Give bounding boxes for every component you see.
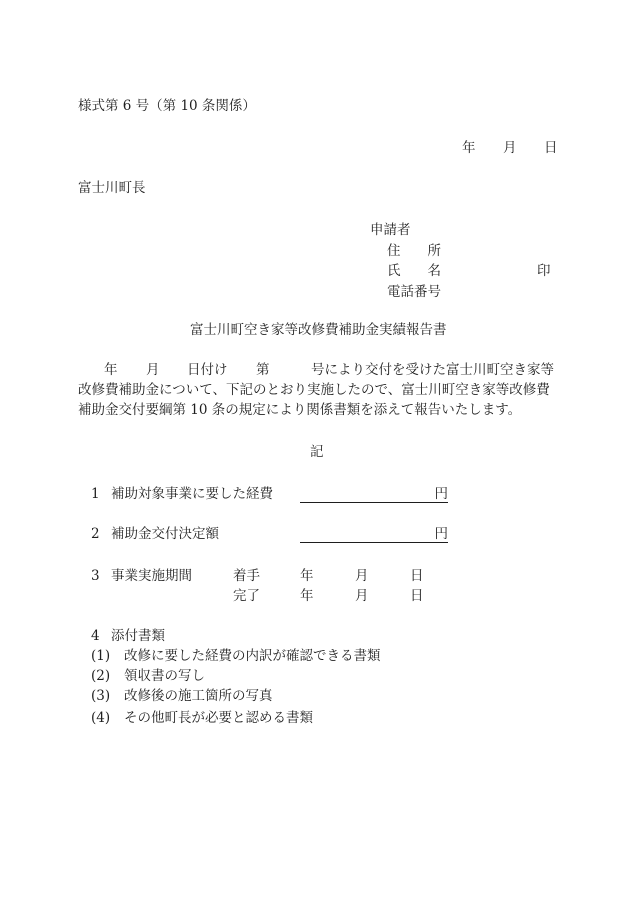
applicant-heading: 申請者 xyxy=(370,222,411,238)
expense-amount-field xyxy=(300,486,448,503)
attachment-number: (4) xyxy=(91,710,111,726)
applicant-address-label: 住 所 xyxy=(387,243,441,259)
form-label: 様式第 6 号（第 10 条関係） xyxy=(78,98,256,114)
attachment-text: 領収書の写し xyxy=(124,668,205,684)
item-number: 2 xyxy=(91,526,100,542)
body-month-label: 月 xyxy=(146,362,160,378)
attachment-text: 改修に要した経費の内訳が確認できる書類 xyxy=(124,648,381,664)
period-start-month: 月 xyxy=(355,568,369,584)
item-number: 1 xyxy=(91,486,100,502)
body-line-1-text: 号により交付を受けた富士川町空き家等 xyxy=(311,362,554,378)
document-title: 富士川町空き家等改修費補助金実績報告書 xyxy=(190,322,447,338)
period-end-month: 月 xyxy=(355,588,369,604)
item-label: 添付書類 xyxy=(111,628,165,644)
attachment-number: (1) xyxy=(91,648,111,664)
body-day-label: 日付け xyxy=(187,362,228,378)
body-number-prefix: 第 xyxy=(256,362,270,378)
attachment-number: (2) xyxy=(91,668,111,684)
attachment-text: その他町長が必要と認める書類 xyxy=(124,710,313,726)
item-label: 事業実施期間 xyxy=(111,568,192,584)
applicant-name-label: 氏 名 xyxy=(387,263,441,279)
ki-heading: 記 xyxy=(310,444,324,460)
period-start-label: 着手 xyxy=(233,568,260,584)
attachment-text: 改修後の施工箇所の写真 xyxy=(124,688,273,704)
item-number: 3 xyxy=(91,568,100,584)
body-line-3: 補助金交付要綱第 10 条の規定により関係書類を添えて報告いたします。 xyxy=(78,402,522,418)
item-label: 補助金交付決定額 xyxy=(111,526,219,542)
period-end-day: 日 xyxy=(410,588,424,604)
period-end-year: 年 xyxy=(300,588,314,604)
addressee: 富士川町長 xyxy=(78,180,146,196)
item-number: 4 xyxy=(91,628,100,644)
attachment-number: (3) xyxy=(91,688,111,704)
date-year-label: 年 xyxy=(462,140,476,156)
period-end-label: 完了 xyxy=(233,588,260,604)
period-start-day: 日 xyxy=(410,568,424,584)
body-year-label: 年 xyxy=(104,362,118,378)
item-label: 補助対象事業に要した経費 xyxy=(111,486,273,502)
yen-unit: 円 xyxy=(434,486,448,502)
applicant-phone-label: 電話番号 xyxy=(387,284,441,300)
period-start-year: 年 xyxy=(300,568,314,584)
date-month-label: 月 xyxy=(503,140,517,156)
body-line-2: 改修費補助金について、下記のとおり実施したので、富士川町空き家等改修費 xyxy=(78,382,550,398)
grant-amount-field xyxy=(300,526,448,543)
seal-mark: 印 xyxy=(537,263,551,279)
date-day-label: 日 xyxy=(544,140,558,156)
yen-unit: 円 xyxy=(434,526,448,542)
